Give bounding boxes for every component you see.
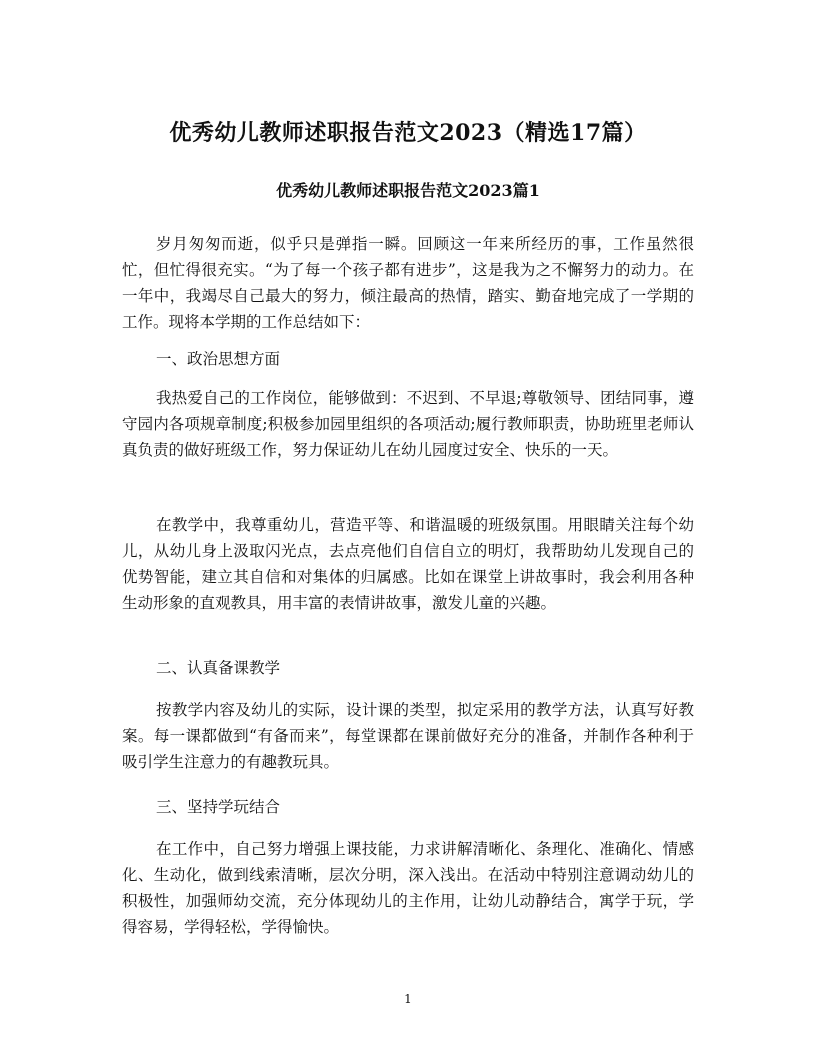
paragraph-lesson-prep: 按教学内容及幼儿的实际，设计课的类型，拟定采用的教学方法，认真写好教案。每一课都做到“有备而来”，每堂课都在课前做好充分的准备，并制作各种利于吸引学生注意力的有趣教玩具。 (122, 701, 694, 771)
paragraph-intro: 岁月匆匆而逝，似乎只是弹指一瞬。回顾这一年来所经历的事，工作虽然很忙，但忙得很充实。“为了每一个孩子都有进步”，这是我为之不懈努力的动力。在一年中，我竭尽自己最大的努力，倾注最高的热情，踏实、勤奋地完成了一学期的工作。现将本学期的工作总结如下： (122, 235, 694, 331)
page-number: 1 (404, 992, 412, 1006)
section-title: 优秀幼儿教师述职报告范文2023篇1 (276, 181, 540, 200)
paragraph-politics: 我热爱自己的工作岗位，能够做到：不迟到、不早退;尊敬领导、团结同事，遵守园内各项规章制度;积极参加园里组织的各项活动;履行教师职责，协助班里老师认真负责的做好班级工作，努力保证幼儿在幼儿园度过安全、快乐的一天。 (122, 389, 694, 459)
paragraph-learning-play: 在工作中，自己努力增强上课技能，力求讲解清晰化、条理化、准确化、情感化、生动化，做到线索清晰，层次分明，深入浅出。在活动中特别注意调动幼儿的积极性，加强师幼交流，充分体现幼儿的主作用，让幼儿动静结合，寓学于玩，学得容易，学得轻松，学得愉快。 (122, 840, 694, 936)
subheading-lesson-prep: 二、认真备课教学 (156, 659, 281, 677)
paragraph-teaching: 在教学中，我尊重幼儿，营造平等、和谐温暖的班级氛围。用眼睛关注每个幼儿，从幼儿身上汲取闪光点，去点亮他们自信自立的明灯，我帮助幼儿发现自己的优势智能，建立其自信和对集体的归属感。比如在课堂上讲故事时，我会利用各种生动形象的直观教具，用丰富的表情讲故事，激发儿童的兴趣。 (122, 516, 694, 612)
subheading-politics: 一、政治思想方面 (156, 350, 281, 368)
document-title: 优秀幼儿教师述职报告范文2023（精选17篇） (169, 120, 647, 146)
subheading-learning-play: 三、坚持学玩结合 (156, 798, 281, 816)
